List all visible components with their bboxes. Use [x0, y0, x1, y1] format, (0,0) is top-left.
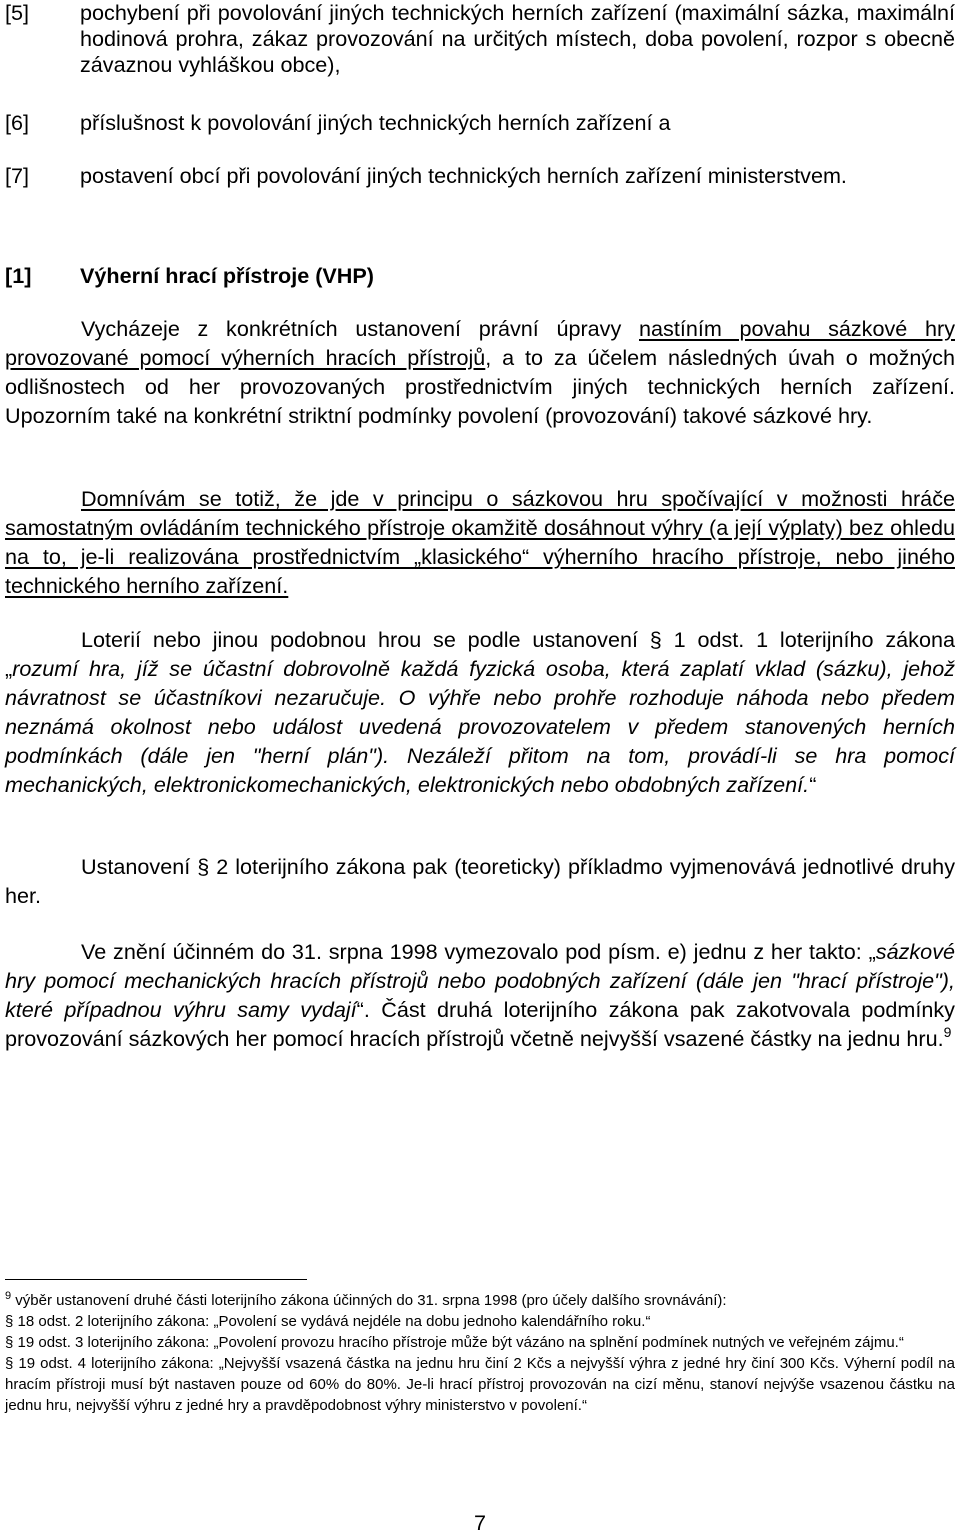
list-item — [5, 163, 955, 189]
list-item-text: pochybení při povolování jiných technických herních zařízení (maximální sázka, maximální hodinová prohra, zákaz provozování na určitých místech, doba povolení, rozpor s obecně závaznou vyhláškou obce), — [80, 0, 955, 77]
footnote-line: § 18 odst. 2 loterijního zákona: „Povolení se vydává nejdéle na dobu jednoho kalendářního roku.“ — [5, 1313, 651, 1330]
paragraph-intro: Vycházeje z konkrétních ustanovení právní úpravy nastíním povahu sázkové hry provozované pomocí výherních hracích přístrojů, a to za účelem následných úvah o možných odlišnostech od her provozovaných prostřednictvím jiných technických herních zařízení. Upozorním také na konkrétní striktní podmínky povolení (provozování) takové sázkové hry. — [5, 316, 955, 428]
list-item-number: [6] — [5, 110, 30, 135]
paragraph-thesis: Domnívám se totiž, že jde v principu o sázkovou hru spočívající v možnosti hráče samostatným ovládáním technického přístroje okamžitě dosáhnout výhry (a její výplaty) bez ohledu na to, je-li realizována prostřednictvím „klasického“ výherního hracího přístroje, nebo jiného technického herního zařízení. — [5, 486, 955, 598]
paragraph-historical-wording: Ve znění účinném do 31. srpna 1998 vymezovalo pod písm. e) jednu z her takto: „sázkové hry pomocí mechanických hracích přístrojů nebo podobných zařízení (dále jen "hrací přístroje"), které případnou výhru samy vydají“. Část druhá loterijního zákona pak zakotvovala podmínky provozování sázkových her pomocí hracích přístrojů včetně nejvyšší vsazené částky na jednu hru.$^9$ — [5, 939, 955, 1051]
section-heading — [5, 263, 955, 289]
footnote-reference[interactable]: 9 — [943, 1024, 952, 1040]
quoted-law-text: rozumí hra, jíž se účastní dobrovolně každá fyzická osoba, která zaplatí vklad (sázku), jehož návratnost se účastníkovi nezaručuje. O výhře nebo prohře rozhoduje náhoda nebo předem neznámá okolnost nebo událost uvedená provozovatelem v předem stanovených herních podmínkách (dále jen "herní plán"). Nezáleží přitom na tom, provádí-li se hra pomocí mechanických, elektronickomechanických, elektronických nebo obdobných zařízení. — [5, 656, 955, 797]
footnote-line: $^9$ výběr ustanovení druhé části loterijního zákona účinných do 31. srpna 1998 (pro účely dalšího srovnávání): — [5, 1290, 727, 1309]
list-item-text: postavení obcí při povolování jiných technických herních zařízení ministerstvem. — [80, 163, 847, 188]
footnote-mark: 9 — [5, 1290, 12, 1302]
quoted-law-text: sázkové hry pomocí mechanických hracích přístrojů nebo podobných zařízení (dále jen "hrací přístroje"), které případnou výhru samy vydají — [5, 939, 955, 1022]
underlined-text: nastíním povahu sázkové hry provozované pomocí výherních hracích přístrojů — [5, 316, 955, 370]
section-number: [1] — [5, 263, 32, 288]
list-item-text: příslušnost k povolování jiných technických herních zařízení a — [80, 110, 671, 135]
list-item-number: [5] — [5, 0, 30, 25]
footnote — [5, 1290, 955, 1416]
list-item — [5, 110, 955, 136]
footnote-separator — [5, 1279, 307, 1280]
list-item-number: [7] — [5, 163, 30, 188]
paragraph-lottery-definition: Loterií nebo jinou podobnou hrou se podle ustanovení § 1 odst. 1 loterijního zákona „rozumí hra, jíž se účastní dobrovolně každá fyzická osoba, která zaplatí vklad (sázku), jehož návratnost se účastníkovi nezaručuje. O výhře nebo prohře rozhoduje náhoda nebo předem neznámá okolnost nebo událost uvedená provozovatelem v předem stanovených herních podmínkách (dále jen "herní plán"). Nezáleží přitom na tom, provádí-li se hra pomocí mechanických, elektronickomechanických, elektronických nebo obdobných zařízení.“ — [5, 627, 955, 797]
footnote-line: § 19 odst. 3 loterijního zákona: „Povolení provozu hracího přístroje může být vázáno na splnění podmínek nutných ve veřejném zájmu.“ — [5, 1334, 904, 1351]
list-item — [5, 0, 955, 78]
page-number: 7 — [473, 1510, 486, 1535]
footnote-line: § 19 odst. 4 loterijního zákona: „Nejvyšší vsazená částka na jednu hru činí 2 Kčs a nejvyšší výhra z jedné hry činí 300 Kčs. Výherní podíl na hracím přístroji musí být nastaven pouze od 60% do 80%. Je-li hrací přístroj provozován na cizí měnu, stanoví nejvýše vsazenou částku na jednu hru, nejvyšší výhru z jedné hry a pravděpodobnost výhry ministerstvo v povolení.“ — [5, 1355, 955, 1414]
paragraph-game-types: Ustanovení § 2 loterijního zákona pak (teoreticky) příkladmo vyjmenovává jednotlivé druhy her. — [5, 854, 955, 908]
section-title: Výherní hrací přístroje (VHP) — [80, 263, 374, 288]
